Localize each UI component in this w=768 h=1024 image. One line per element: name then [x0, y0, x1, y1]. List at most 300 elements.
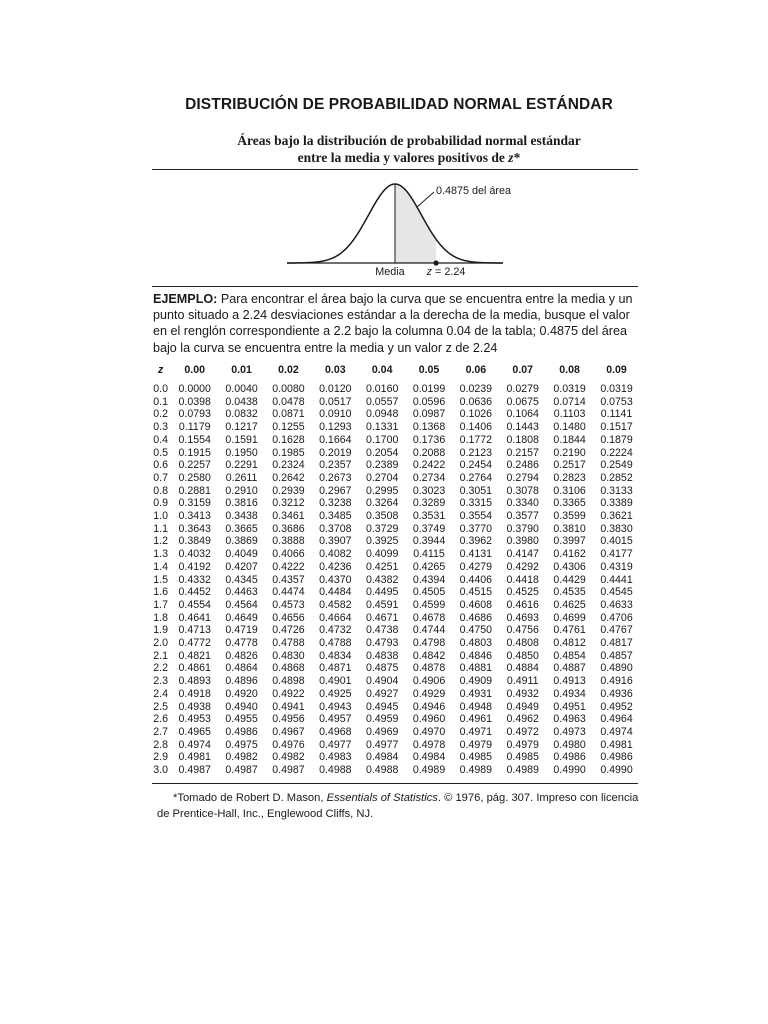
area-cell: 0.2224	[600, 446, 633, 459]
area-cell: 0.3413	[178, 510, 211, 523]
area-cell: 0.4868	[272, 662, 305, 675]
area-cell: 0.4978	[412, 738, 446, 751]
table-row	[150, 510, 640, 523]
area-cell: 0.4693	[506, 611, 539, 624]
area-cell: 0.0517	[319, 395, 352, 408]
area-cell: 0.3289	[412, 497, 446, 510]
column-header: 0.03	[324, 364, 346, 376]
area-cell: 0.4515	[459, 586, 493, 599]
area-cell: 0.2939	[272, 484, 305, 497]
area-cell: 0.4981	[178, 751, 211, 764]
area-cell: 0.4049	[225, 548, 258, 561]
area-cell: 0.4535	[553, 586, 586, 599]
area-cell: 0.4911	[506, 675, 539, 688]
area-cell: 0.4901	[319, 675, 352, 688]
area-cell: 0.3599	[553, 510, 586, 523]
area-cell: 0.4984	[412, 751, 446, 764]
area-cell: 0.2967	[319, 484, 352, 497]
column-header: 0.01	[231, 364, 252, 376]
area-cell: 0.4251	[365, 560, 399, 573]
area-cell: 0.3365	[553, 497, 586, 510]
area-cell: 0.4778	[225, 637, 258, 650]
area-cell: 0.1217	[225, 421, 258, 434]
area-cell: 0.4959	[365, 713, 399, 726]
area-cell: 0.4545	[600, 586, 633, 599]
table-row	[150, 535, 640, 548]
column-header: 0.05	[418, 364, 440, 376]
z-value-cell: 1.2	[153, 535, 169, 548]
area-cell: 0.0160	[365, 383, 399, 395]
area-cell: 0.4738	[365, 624, 399, 637]
table-row	[150, 523, 640, 536]
area-cell: 0.4772	[178, 637, 211, 650]
area-cell: 0.0910	[319, 408, 352, 421]
area-cell: 0.4713	[178, 624, 211, 637]
area-cell: 0.4854	[553, 649, 586, 662]
area-cell: 0.4495	[365, 586, 399, 599]
area-cell: 0.2157	[506, 446, 539, 459]
z-table	[150, 364, 640, 777]
area-cell: 0.4941	[272, 700, 305, 713]
z-value-cell: 3.0	[153, 764, 169, 777]
column-header: 0.07	[512, 364, 534, 376]
footnote-suffix: . © 1976, pág. 307. Impreso con licencia	[437, 792, 639, 804]
area-cell: 0.3159	[178, 497, 211, 510]
area-cell: 0.2486	[506, 459, 539, 472]
area-cell: 0.4236	[319, 560, 352, 573]
z-value-cell: 2.0	[153, 637, 169, 650]
z-value-cell: 0.0	[153, 383, 169, 395]
area-cell: 0.0557	[365, 395, 399, 408]
table-row	[150, 396, 640, 409]
table-row	[150, 434, 640, 447]
footnote-rule	[152, 783, 638, 784]
area-cell: 0.4971	[459, 725, 493, 738]
normal-curve-figure	[152, 172, 638, 284]
area-cell: 0.4099	[365, 548, 399, 561]
table-row	[150, 688, 640, 701]
area-cell: 0.4591	[365, 598, 399, 611]
area-cell: 0.4918	[178, 687, 211, 700]
area-cell: 0.4608	[459, 598, 493, 611]
area-cell: 0.0636	[459, 395, 493, 408]
area-cell: 0.4956	[272, 713, 305, 726]
area-cell: 0.4641	[178, 611, 211, 624]
area-cell: 0.3554	[459, 510, 493, 523]
area-cell: 0.2881	[178, 484, 211, 497]
area-cell: 0.2357	[319, 459, 352, 472]
area-cell: 0.4066	[272, 548, 305, 561]
area-cell: 0.4952	[600, 700, 633, 713]
z-value-cell: 2.6	[153, 713, 169, 726]
area-cell: 0.2995	[365, 484, 399, 497]
area-cell: 0.3212	[272, 497, 305, 510]
area-cell: 0.1591	[225, 433, 258, 446]
area-cell: 0.4177	[600, 548, 633, 561]
area-cell: 0.3729	[365, 522, 399, 535]
area-cell: 0.4319	[600, 560, 633, 573]
table-row	[150, 472, 640, 485]
area-cell: 0.4830	[272, 649, 305, 662]
area-cell: 0.4904	[365, 675, 399, 688]
area-cell: 0.0832	[225, 408, 258, 421]
area-cell: 0.4505	[412, 586, 446, 599]
area-cell: 0.4969	[365, 725, 399, 738]
area-cell: 0.3907	[319, 535, 352, 548]
area-cell: 0.4812	[553, 637, 586, 650]
area-cell: 0.3461	[272, 510, 305, 523]
area-cell: 0.3849	[178, 535, 211, 548]
z-value-cell: 2.9	[153, 751, 169, 764]
area-cell: 0.4955	[225, 713, 258, 726]
table-row	[150, 764, 640, 777]
area-cell: 0.4861	[178, 662, 211, 675]
area-cell: 0.4834	[319, 649, 352, 662]
area-cell: 0.4943	[319, 700, 352, 713]
area-cell: 0.3997	[553, 535, 586, 548]
area-cell: 0.1331	[365, 421, 399, 434]
area-cell: 0.2734	[412, 471, 446, 484]
area-cell: 0.2794	[506, 471, 539, 484]
area-cell: 0.4896	[225, 675, 258, 688]
z-value-cell: 1.7	[153, 598, 169, 611]
area-cell: 0.4985	[506, 751, 539, 764]
area-cell: 0.4554	[178, 598, 211, 611]
area-cell: 0.4977	[365, 738, 399, 751]
area-cell: 0.0987	[412, 408, 446, 421]
area-cell: 0.3438	[225, 510, 258, 523]
table-row	[150, 624, 640, 637]
area-cell: 0.4484	[319, 586, 352, 599]
area-cell: 0.4965	[178, 725, 211, 738]
area-cell: 0.4945	[365, 700, 399, 713]
area-cell: 0.4938	[178, 700, 211, 713]
area-cell: 0.2123	[459, 446, 493, 459]
area-cell: 0.3925	[365, 535, 399, 548]
area-cell: 0.1026	[459, 408, 493, 421]
area-cell: 0.4983	[319, 751, 352, 764]
z-value-cell: 2.1	[153, 649, 169, 662]
column-header: 0.08	[559, 364, 580, 376]
area-cell: 0.4463	[225, 586, 258, 599]
area-cell: 0.0438	[225, 395, 258, 408]
column-header: 0.09	[606, 364, 627, 376]
area-cell: 0.4864	[225, 662, 258, 675]
area-leader-line	[417, 192, 434, 207]
area-cell: 0.4719	[225, 624, 258, 637]
area-cell: 0.1554	[178, 433, 211, 446]
area-cell: 0.1950	[225, 446, 258, 459]
area-cell: 0.4706	[600, 611, 633, 624]
area-cell: 0.4920	[225, 687, 258, 700]
area-label: 0.4875 del área	[436, 185, 512, 197]
z-value-cell: 2.8	[153, 738, 169, 751]
footnote-prefix: *Tomado de Robert D. Mason,	[173, 792, 327, 804]
table-row	[150, 739, 640, 752]
area-cell: 0.4115	[413, 548, 445, 561]
area-cell: 0.4871	[319, 662, 352, 675]
area-cell: 0.4857	[600, 649, 633, 662]
z-value-cell: 1.5	[153, 573, 169, 586]
area-cell: 0.4962	[506, 713, 539, 726]
area-cell: 0.4452	[178, 586, 211, 599]
area-cell: 0.4982	[272, 751, 305, 764]
column-header: 0.02	[278, 364, 299, 376]
subtitle	[0, 133, 768, 166]
table-row	[150, 383, 640, 396]
area-cell: 0.1736	[412, 433, 446, 446]
area-cell: 0.1141	[600, 408, 633, 421]
area-cell: 0.3830	[600, 522, 633, 535]
area-cell: 0.2389	[365, 459, 399, 472]
area-cell: 0.3485	[319, 510, 352, 523]
area-cell: 0.3106	[553, 484, 586, 497]
area-cell: 0.4929	[412, 687, 446, 700]
area-cell: 0.3051	[459, 484, 493, 497]
area-cell: 0.4916	[600, 675, 633, 688]
table-row	[150, 561, 640, 574]
example-heading: EJEMPLO:	[153, 292, 218, 306]
area-cell: 0.4474	[272, 586, 305, 599]
area-cell: 0.4906	[412, 675, 446, 688]
area-cell: 0.4953	[178, 713, 211, 726]
area-cell: 0.1103	[553, 408, 586, 421]
area-cell: 0.4656	[272, 611, 305, 624]
area-cell: 0.4884	[506, 662, 539, 675]
area-cell: 0.4686	[459, 611, 493, 624]
area-cell: 0.4948	[459, 700, 493, 713]
area-cell: 0.4788	[272, 637, 305, 650]
z-point-marker	[433, 260, 438, 265]
footnote	[157, 791, 643, 822]
area-cell: 0.3315	[459, 497, 493, 510]
area-cell: 0.2291	[225, 459, 258, 472]
area-cell: 0.1772	[459, 433, 493, 446]
area-cell: 0.4893	[178, 675, 211, 688]
table-row	[150, 421, 640, 434]
area-cell: 0.2324	[272, 459, 305, 472]
area-cell: 0.4345	[225, 573, 258, 586]
area-cell: 0.4332	[178, 573, 211, 586]
area-cell: 0.4357	[272, 573, 305, 586]
table-row	[150, 485, 640, 498]
area-cell: 0.0793	[178, 408, 211, 421]
area-cell: 0.0000	[178, 383, 211, 395]
area-cell: 0.4881	[459, 662, 493, 675]
table-row	[150, 637, 640, 650]
area-cell: 0.4406	[459, 573, 493, 586]
z-value-cell: 2.5	[153, 700, 169, 713]
subtitle-line-1: Áreas bajo la distribución de probabilidad normal estándar	[237, 133, 581, 148]
area-cell: 0.4761	[553, 624, 586, 637]
area-cell: 0.4875	[365, 662, 399, 675]
area-cell: 0.4987	[272, 764, 305, 777]
subtitle-z-variable: z	[508, 149, 514, 165]
area-cell: 0.1406	[459, 421, 493, 434]
area-cell: 0.4616	[506, 598, 539, 611]
area-cell: 0.4564	[225, 598, 258, 611]
area-cell: 0.4793	[365, 637, 399, 650]
table-row	[150, 408, 640, 421]
area-cell: 0.1064	[506, 408, 539, 421]
area-cell: 0.0753	[600, 395, 633, 408]
table-row	[150, 612, 640, 625]
area-cell: 0.3665	[225, 522, 258, 535]
area-cell: 0.4964	[600, 713, 633, 726]
z-value-cell: 0.5	[153, 446, 169, 459]
area-cell: 0.1700	[365, 433, 399, 446]
area-cell: 0.4732	[319, 624, 352, 637]
z-value-cell: 1.0	[153, 510, 169, 523]
area-cell: 0.4878	[412, 662, 446, 675]
z-value-cell: 2.2	[153, 662, 169, 675]
area-cell: 0.3078	[506, 484, 539, 497]
area-cell: 0.4429	[553, 573, 586, 586]
z-value-cell: 1.4	[153, 560, 169, 573]
area-cell: 0.2257	[178, 459, 211, 472]
area-cell: 0.4980	[553, 738, 586, 751]
area-cell: 0.4726	[272, 624, 305, 637]
footnote-book-title: Essentials of Statistics	[326, 792, 438, 804]
area-cell: 0.4147	[506, 548, 539, 561]
area-cell: 0.3770	[459, 522, 493, 535]
area-cell: 0.3790	[506, 522, 539, 535]
area-cell: 0.4977	[319, 738, 352, 751]
area-cell: 0.4887	[553, 662, 586, 675]
area-cell: 0.4842	[412, 649, 446, 662]
area-cell: 0.0478	[272, 395, 305, 408]
area-cell: 0.4222	[272, 560, 305, 573]
area-cell: 0.0398	[178, 395, 211, 408]
area-cell: 0.4934	[553, 687, 586, 700]
z-value-cell: 1.8	[153, 611, 169, 624]
area-cell: 0.4788	[319, 637, 352, 650]
area-cell: 0.4131	[459, 548, 493, 561]
area-cell: 0.4756	[506, 624, 539, 637]
area-cell: 0.4082	[319, 548, 352, 561]
table-row	[150, 548, 640, 561]
area-cell: 0.3749	[412, 522, 446, 535]
area-cell: 0.4979	[506, 738, 539, 751]
table-row	[150, 713, 640, 726]
area-cell: 0.4382	[365, 573, 399, 586]
area-cell: 0.4974	[178, 738, 211, 751]
area-cell: 0.3686	[272, 522, 305, 535]
area-cell: 0.4909	[459, 675, 493, 688]
z-value-cell: 2.7	[153, 725, 169, 738]
area-cell: 0.2642	[272, 471, 305, 484]
area-cell: 0.2054	[365, 446, 399, 459]
area-cell: 0.2454	[459, 459, 493, 472]
area-cell: 0.4989	[459, 764, 493, 777]
example-paragraph	[153, 291, 639, 356]
z-value-cell: 1.6	[153, 586, 169, 599]
area-cell: 0.3708	[319, 522, 352, 535]
area-cell: 0.3810	[553, 522, 586, 535]
area-cell: 0.4988	[319, 764, 352, 777]
z-value-cell: 1.1	[153, 522, 169, 535]
area-cell: 0.4525	[506, 586, 539, 599]
area-cell: 0.2422	[412, 459, 446, 472]
area-cell: 0.3816	[225, 497, 258, 510]
area-cell: 0.4890	[600, 662, 633, 675]
area-cell: 0.4927	[365, 687, 399, 700]
area-cell: 0.3023	[412, 484, 446, 497]
area-cell: 0.0319	[600, 383, 633, 395]
z-value-cell: 0.7	[153, 471, 169, 484]
area-cell: 0.4989	[412, 764, 446, 777]
area-cell: 0.4975	[225, 738, 258, 751]
area-cell: 0.3621	[600, 510, 633, 523]
area-cell: 0.4960	[412, 713, 446, 726]
area-cell: 0.4990	[553, 764, 586, 777]
figure-bottom-rule	[152, 286, 638, 287]
area-cell: 0.1844	[553, 433, 586, 446]
area-cell: 0.1179	[178, 421, 211, 434]
area-cell: 0.0080	[272, 383, 305, 395]
area-cell: 0.4846	[459, 649, 493, 662]
z-value-cell: 0.9	[153, 497, 169, 510]
area-cell: 0.2910	[225, 484, 258, 497]
z-value-cell: 2.4	[153, 687, 169, 700]
area-cell: 0.4292	[506, 560, 539, 573]
area-cell: 0.4963	[553, 713, 586, 726]
area-cell: 0.3577	[506, 510, 539, 523]
z-value-cell: 0.1	[153, 395, 169, 408]
area-cell: 0.4817	[600, 637, 633, 650]
column-header: 0.06	[465, 364, 487, 376]
table-row	[150, 751, 640, 764]
area-cell: 0.1517	[600, 421, 633, 434]
area-cell: 0.1985	[272, 446, 305, 459]
area-cell: 0.4989	[506, 764, 539, 777]
z-label	[426, 266, 466, 278]
area-cell: 0.3264	[365, 497, 399, 510]
z-value-cell: 2.3	[153, 675, 169, 688]
area-cell: 0.3980	[506, 535, 539, 548]
area-cell: 0.4394	[412, 573, 446, 586]
z-value-cell: 1.9	[153, 624, 169, 637]
table-row	[150, 599, 640, 612]
area-cell: 0.3869	[225, 535, 258, 548]
area-cell: 0.1255	[272, 421, 305, 434]
area-cell: 0.4808	[506, 637, 539, 650]
table-row	[150, 726, 640, 739]
area-cell: 0.4192	[178, 560, 211, 573]
column-header: 0.04	[371, 364, 393, 376]
area-cell: 0.4932	[506, 687, 539, 700]
area-cell: 0.4974	[600, 725, 633, 738]
z-value-cell: 0.2	[153, 408, 169, 421]
area-cell: 0.4987	[178, 764, 211, 777]
z-label-variable: z	[426, 266, 433, 278]
table-row	[150, 447, 640, 460]
area-cell: 0.4990	[600, 764, 633, 777]
area-cell: 0.4032	[178, 548, 211, 561]
footnote-line-1	[157, 791, 643, 807]
area-cell: 0.3888	[272, 535, 305, 548]
area-cell: 0.4982	[225, 751, 258, 764]
area-cell: 0.4671	[365, 611, 399, 624]
area-cell: 0.1293	[319, 421, 352, 434]
area-cell: 0.4850	[506, 649, 539, 662]
z-value-cell: 0.6	[153, 459, 169, 472]
area-cell: 0.4913	[553, 675, 586, 688]
subtitle-line-2-text: entre la media y valores positivos de	[297, 149, 509, 165]
area-cell: 0.1480	[553, 421, 586, 434]
area-cell: 0.3133	[600, 484, 633, 497]
table-row	[150, 675, 640, 688]
